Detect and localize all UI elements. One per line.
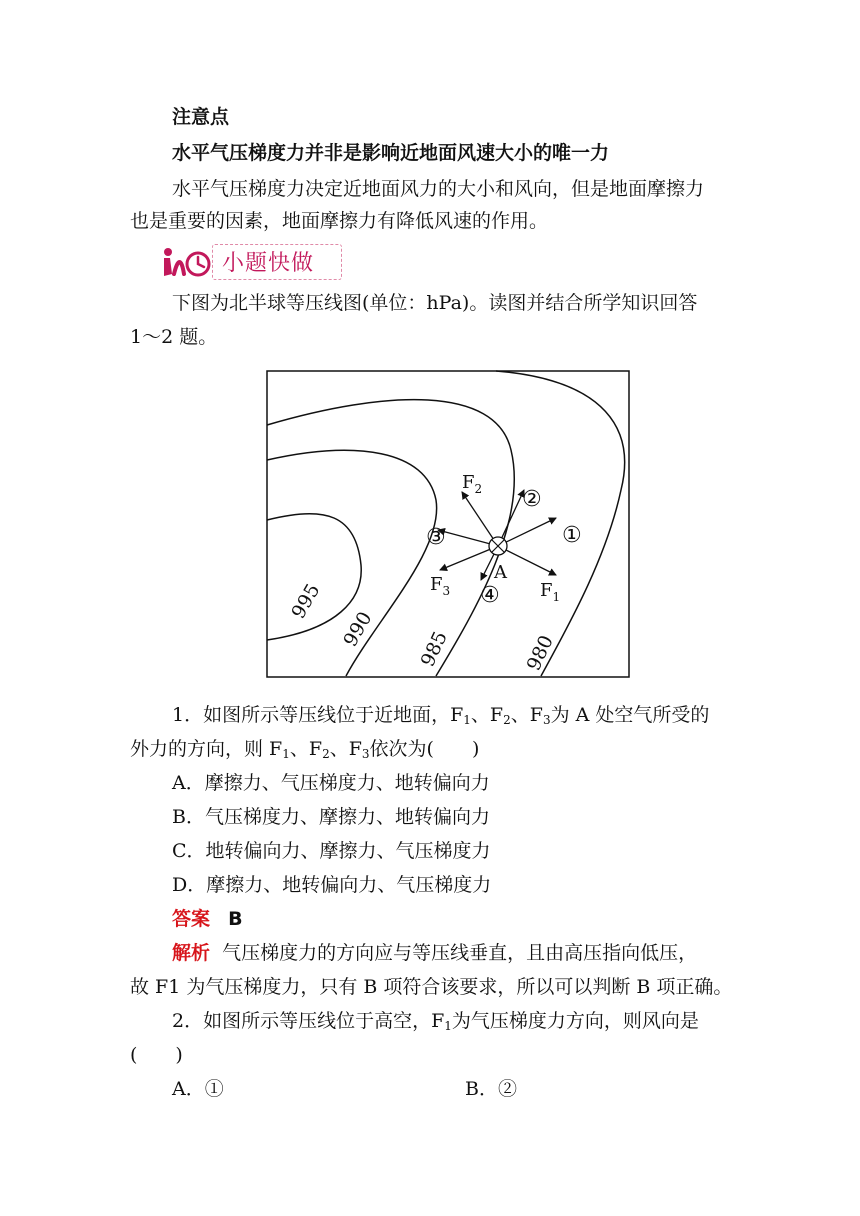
q1-option-d[interactable]: D．摩擦力、地转偏向力、气压梯度力 (172, 874, 492, 896)
q2-stem-line1: 2．如图所示等压线位于高空，$F_1$为气压梯度力方向，则风向是 (172, 1010, 699, 1033)
q1-stem-line2: 外力的方向，则 $F_1$、$F_2$、$F_3$依次为( ) (130, 738, 480, 761)
q2-stem-line2: ( ) (130, 1044, 183, 1066)
note-paragraph-line1: 水平气压梯度力决定近地面风力的大小和风向，但是地面摩擦力 (172, 178, 705, 200)
direction-4-label: ④ (480, 583, 500, 608)
answer-value: B (228, 908, 243, 930)
q2-option-b[interactable]: B．② (465, 1078, 517, 1100)
q1-option-a[interactable]: A．摩擦力、气压梯度力、地转偏向力 (172, 772, 490, 794)
note-subheading: 水平气压梯度力并非是影响近地面风速大小的唯一力 (172, 142, 610, 164)
direction-2-label: ② (522, 487, 542, 512)
q2-option-a[interactable]: A．① (172, 1078, 224, 1100)
direction-1-label: ① (562, 523, 582, 548)
force-f1-label: $F_1$ (540, 580, 561, 604)
q1-option-c[interactable]: C．地转偏向力、摩擦力、气压梯度力 (172, 840, 491, 862)
banner-label: 小题快做 (222, 251, 315, 276)
analysis-label: 解析 (172, 942, 211, 964)
q1-option-b[interactable]: B．气压梯度力、摩擦力、地转偏向力 (172, 806, 490, 828)
note-heading: 注意点 (172, 106, 230, 128)
answer-label: 答案 (172, 908, 211, 930)
q1-analysis-line1: 解析 气压梯度力的方向应与等压线垂直，且由高压指向低压， (172, 942, 698, 964)
q1-analysis-line2: 故 F1 为气压梯度力，只有 B 项符合该要求，所以可以判断 B 项正确。 (130, 976, 733, 998)
point-a-label: A (494, 562, 507, 583)
q1-answer (172, 902, 782, 936)
force-f3-label: $F_3$ (430, 574, 451, 598)
clock-figure-icon (160, 244, 212, 280)
section-banner (160, 244, 344, 280)
intro-line1: 下图为北半球等压线图(单位：hPa)。读图并结合所学知识回答 (172, 292, 698, 314)
isobar-label-985: 985 (416, 627, 452, 671)
isobar-label-995: 995 (287, 580, 325, 623)
isobar-label-980: 980 (522, 631, 558, 675)
force-f2-label: $F_2$ (462, 472, 483, 496)
q1-stem-line1: 1．如图所示等压线位于近地面，$F_1$、$F_2$、$F_3$为 A 处空气所受的 (172, 704, 710, 727)
isobar-label-990: 990 (339, 608, 377, 651)
intro-line2: 1～2 题。 (130, 326, 218, 348)
isobar-map (266, 370, 630, 680)
direction-3-label: ③ (426, 525, 446, 550)
note-paragraph-line2: 也是重要的因素，地面摩擦力有降低风速的作用。 (130, 210, 549, 232)
